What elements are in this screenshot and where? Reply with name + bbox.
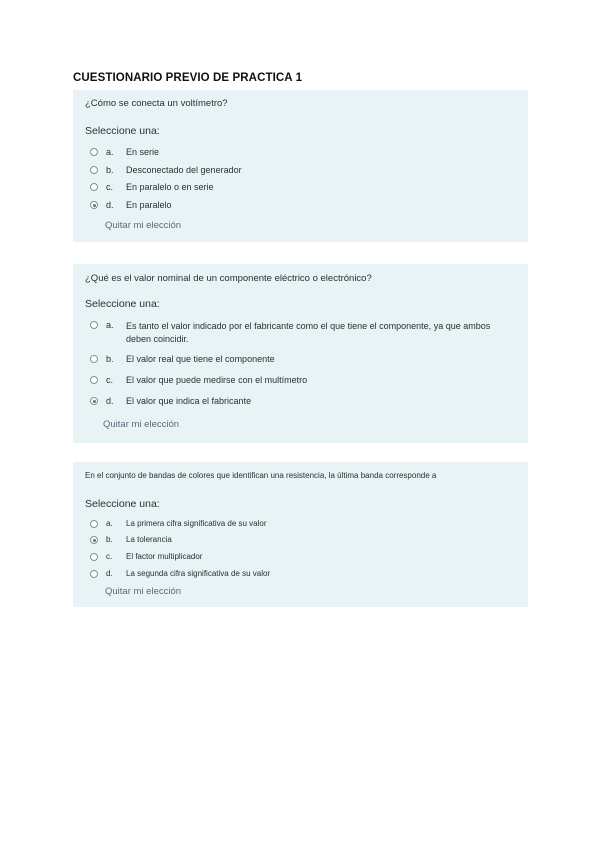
option-d[interactable] bbox=[90, 396, 251, 406]
option-b[interactable] bbox=[90, 165, 242, 175]
option-letter: c. bbox=[106, 375, 114, 385]
option-c[interactable] bbox=[90, 552, 202, 561]
option-label: En serie bbox=[126, 147, 160, 157]
radio-button-selected[interactable] bbox=[90, 201, 98, 209]
clear-choice-link[interactable]: Quitar mi elección bbox=[105, 586, 182, 597]
question-card-2 bbox=[73, 264, 528, 443]
option-label: Es tanto el valor indicado por el fabricante como el que tiene el componente, ya que ambos deben coincidir. bbox=[126, 321, 491, 344]
select-one-prompt: Seleccione una: bbox=[85, 298, 160, 310]
radio-button[interactable] bbox=[90, 183, 98, 191]
radio-button[interactable] bbox=[90, 166, 98, 174]
option-label: El factor multiplicador bbox=[126, 552, 203, 561]
option-label: La segunda cifra significativa de su valor bbox=[126, 569, 271, 578]
radio-button[interactable] bbox=[90, 520, 98, 528]
question-card-3 bbox=[73, 462, 528, 607]
option-label: En paralelo bbox=[126, 200, 172, 210]
radio-button[interactable] bbox=[90, 321, 98, 329]
question-text: ¿Qué es el valor nominal de un componente eléctrico o electrónico? bbox=[85, 273, 372, 284]
option-letter: a. bbox=[106, 147, 114, 157]
option-letter: d. bbox=[106, 396, 114, 406]
option-d[interactable] bbox=[90, 200, 172, 210]
option-label: El valor que indica el fabricante bbox=[126, 396, 252, 406]
page-title: CUESTIONARIO PREVIO DE PRACTICA 1 bbox=[73, 72, 303, 84]
option-d[interactable] bbox=[90, 569, 270, 578]
clear-choice-link[interactable]: Quitar mi elección bbox=[105, 220, 182, 231]
select-one-prompt: Seleccione una: bbox=[85, 125, 160, 137]
radio-button-selected[interactable] bbox=[90, 397, 98, 405]
question-card-1 bbox=[73, 90, 528, 242]
option-label: Desconectado del generador bbox=[126, 165, 242, 175]
select-one-prompt: Seleccione una: bbox=[85, 498, 160, 510]
option-letter: c. bbox=[106, 552, 113, 561]
option-letter: a. bbox=[106, 519, 113, 528]
option-c[interactable] bbox=[90, 182, 214, 192]
radio-button[interactable] bbox=[90, 570, 98, 578]
option-b[interactable] bbox=[90, 535, 172, 544]
option-label: El valor que puede medirse con el multímetro bbox=[126, 375, 308, 385]
option-letter: d. bbox=[106, 200, 114, 210]
radio-button-selected[interactable] bbox=[90, 536, 98, 544]
option-letter: a. bbox=[106, 320, 114, 330]
option-a[interactable] bbox=[90, 519, 267, 528]
option-label: La primera cifra significativa de su valor bbox=[126, 519, 267, 528]
option-label: El valor real que tiene el componente bbox=[126, 354, 275, 364]
option-c[interactable] bbox=[90, 375, 307, 385]
radio-button[interactable] bbox=[90, 355, 98, 363]
radio-button[interactable] bbox=[90, 376, 98, 384]
option-label: La tolerancia bbox=[126, 535, 172, 544]
option-a[interactable] bbox=[90, 320, 510, 346]
radio-button[interactable] bbox=[90, 148, 98, 156]
option-letter: d. bbox=[106, 569, 113, 578]
option-letter: c. bbox=[106, 182, 114, 192]
radio-button[interactable] bbox=[90, 553, 98, 561]
option-a[interactable] bbox=[90, 147, 159, 157]
option-b[interactable] bbox=[90, 354, 275, 364]
option-letter: b. bbox=[106, 354, 114, 364]
option-letter: b. bbox=[106, 165, 114, 175]
clear-choice-link[interactable]: Quitar mi elección bbox=[103, 419, 180, 430]
option-letter: b. bbox=[106, 535, 113, 544]
question-text: En el conjunto de bandas de colores que identifican una resistencia, la última banda corresponde a bbox=[85, 471, 437, 480]
option-label: En paralelo o en serie bbox=[126, 182, 214, 192]
question-text: ¿Cómo se conecta un voltímetro? bbox=[85, 98, 228, 109]
